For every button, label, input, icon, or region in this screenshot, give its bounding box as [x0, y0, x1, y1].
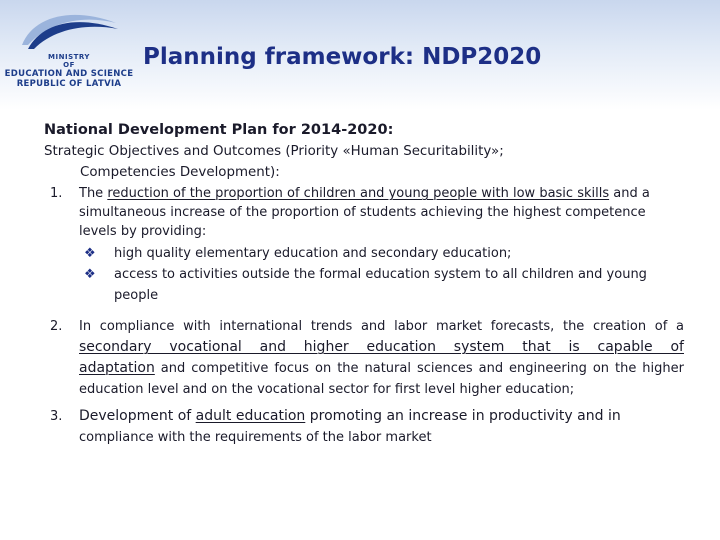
slide-content [44, 122, 684, 448]
swoosh-icon [14, 5, 124, 53]
item-text-post: compliance with the requirements of the labor market [79, 430, 432, 445]
logo-line2: OF [63, 61, 75, 69]
list-item [44, 184, 684, 306]
subheading [44, 141, 684, 183]
objectives-list [44, 184, 684, 448]
subheading-line1: Strategic Objectives and Outcomes (Priority «Human Securitability»; [44, 144, 504, 159]
bullet-item [79, 243, 684, 264]
logo-line4: REPUBLIC OF LATVIA [16, 79, 122, 89]
bullet-text: access to activities outside the formal education system to all children and young people [114, 267, 647, 303]
item-text-pre: In compliance with international trends and labor market forecasts, the creation of a [79, 319, 684, 334]
subheading-line2: Competencies Development): [80, 165, 280, 180]
item-text-underlined: secondary vocational and higher education system that is capable of adaptation [79, 339, 684, 376]
item-number: 1. [50, 186, 63, 201]
bullet-item [79, 264, 684, 306]
logo-line3: EDUCATION AND SCIENCE [4, 69, 134, 79]
item-number: 2. [50, 319, 63, 334]
heading: National Development Plan for 2014-2020: [44, 122, 394, 138]
list-item [44, 316, 684, 400]
list-item [44, 406, 684, 448]
ministry-logo [4, 5, 134, 95]
diamond-bullet-icon: ❖ [84, 246, 96, 261]
item-text-post: and a simultaneous increase of the proportion of students achieving the highest competence levels by providing: [79, 186, 650, 239]
item-text-underlined: adult education [195, 408, 306, 424]
item-text-pre: The [79, 186, 108, 201]
item-text-post-big: promoting an increase in productivity and in [305, 408, 621, 424]
item-text-lead: Development of [79, 408, 196, 424]
sub-bullets [79, 243, 684, 306]
item-text-post: and competitive focus on the natural sciences and engineering on the higher education level and on the vocational sector for first level higher education; [79, 361, 684, 397]
diamond-bullet-icon: ❖ [84, 267, 96, 282]
page-title: Planning framework: NDP2020 [143, 44, 542, 70]
logo-line1: MINISTRY [48, 53, 90, 61]
item-text-underlined: reduction of the proportion of children and young people with low basic skills [107, 186, 610, 201]
bullet-text: high quality elementary education and secondary education; [114, 246, 512, 261]
item-number: 3. [50, 409, 63, 424]
